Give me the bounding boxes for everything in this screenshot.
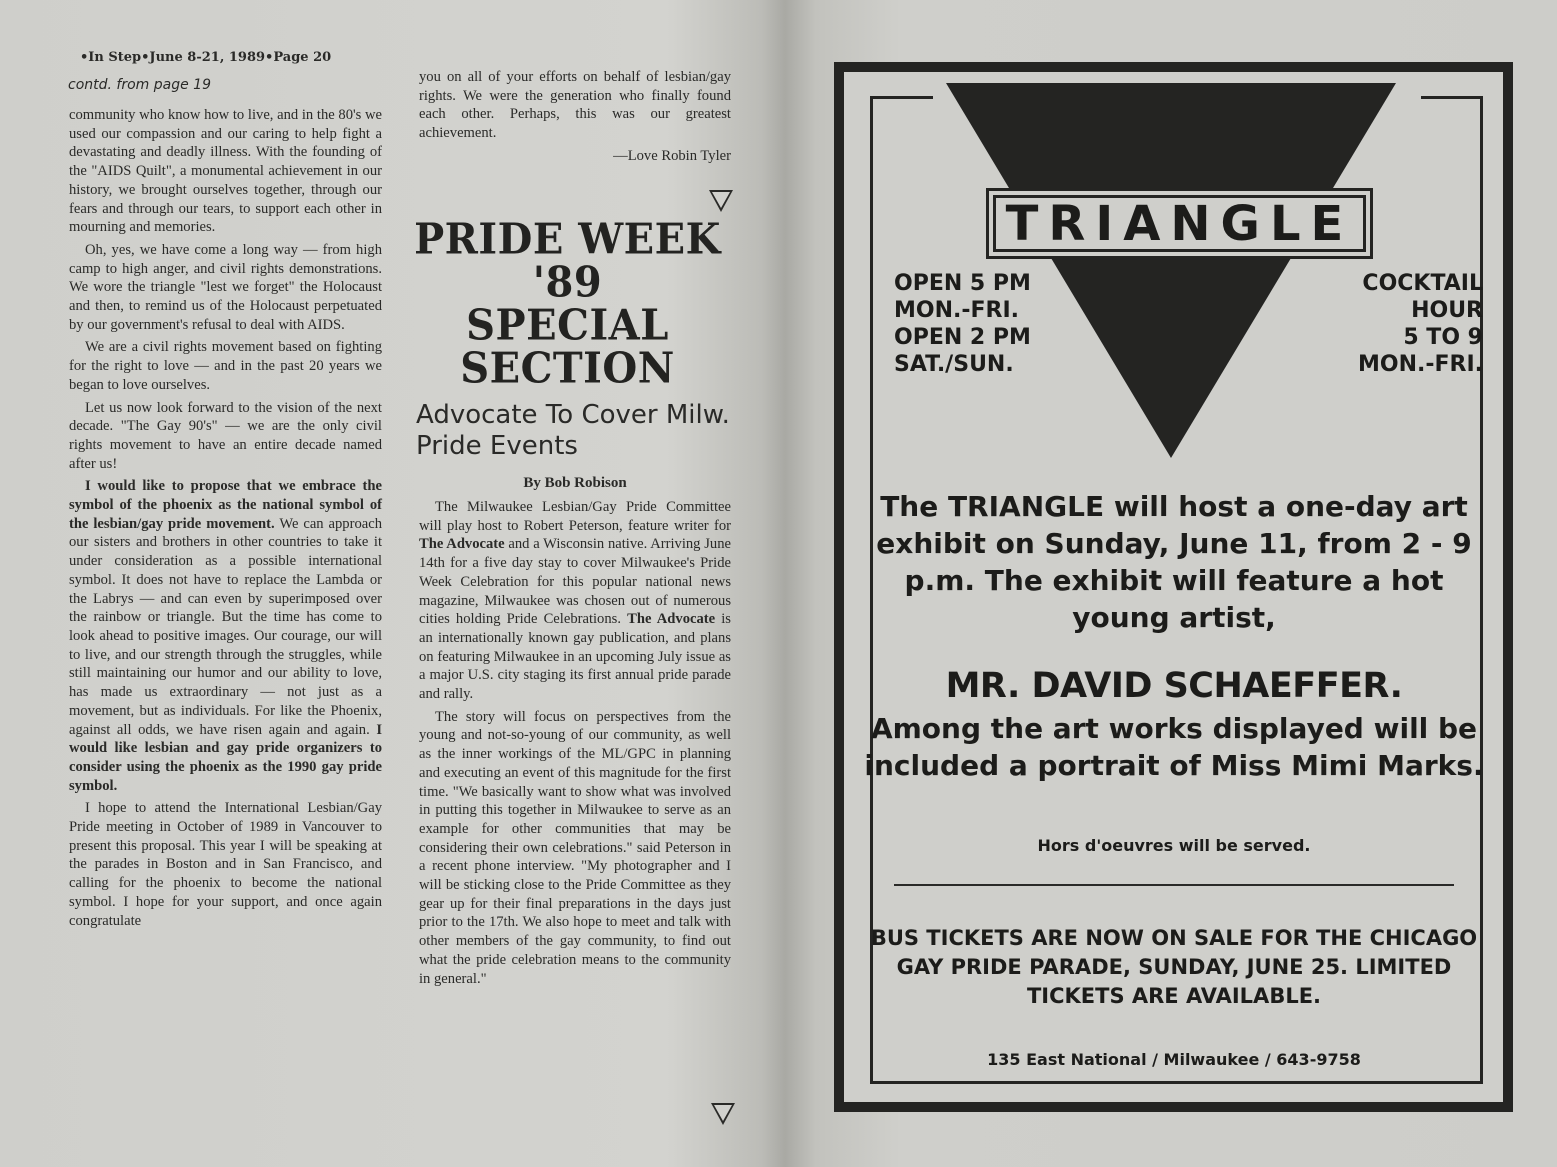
text: We are a civil rights movement based on fighting for the right to love — and in the past 20 years we began to love ourselves. [69,339,382,393]
byline: By Bob Robison [523,475,627,491]
article-paragraph [419,498,731,704]
hors-doeuvres-note: Hors d'oeuvres will be served. [1037,836,1311,855]
pride-title-line: SECTION [460,343,675,394]
article-paragraph [69,338,382,394]
bus-tickets-note: BUS TICKETS ARE NOW ON SALE FOR THE CHICAGO GAY PRIDE PARADE, SUNDAY, JUNE 25. LIMITED TICKETS ARE AVAILABLE. [870,926,1478,1008]
hours-right [1358,270,1483,378]
article-subhead: Advocate To Cover Milw. Pride Events [416,400,730,461]
ad-divider [894,884,1454,886]
pride-week-title [405,214,730,394]
hours-line: SAT./SUN. [894,352,1014,377]
hours-line: MON.-FRI. [894,298,1020,323]
triangle-end-mark-icon [709,190,733,212]
artist-name: MR. DAVID SCHAEFFER. [945,666,1403,706]
article-column-1 [69,106,382,934]
article-paragraph [69,106,382,237]
article-paragraph [69,241,382,335]
text: Let us now look forward to the vision of the next decade. "The Gay 90's" — we are the only civil rights movement to have an entire decade named after us! [69,399,382,472]
text: and a Wisconsin native. Arriving June 14th for a five day stay to cover Milwaukee's Pride Week Celebration for this popular national news magazine, Milwaukee was chosen out of numerous cities holding Pride Celebrations. [419,536,731,628]
text: Oh, yes, we have come a long way — from high camp to high anger, and civil rights demonstrations. We wore the triangle "lest we forget" the Holocaust and then, to remind us of the Holocaust perpetuated by our government's refusal to deal with AIDS. [69,241,382,333]
pride-title-line: SPECIAL [466,300,669,351]
triangle-end-mark-icon [711,1103,735,1125]
article-paragraph [419,708,731,989]
bold-text: The Advocate [419,536,505,553]
bold-text: The Advocate [627,611,716,628]
text: We can approach our sisters and brothers in other countries to take it under consideration as a possible international symbol. It does not have to replace the Lambda or the Labrys — and can even by superimposed over the rainbow or triangle. But the time has come to look ahead to positive images. Our courage, our will to live, and our strength through the struggles, while still maintaining our humor and our ability to love, has made us extraordinary — not just as a movement, but as individuals. For like the Phoenix, against all odds, we have risen again and again. [69,515,382,738]
article-paragraph [69,399,382,474]
hours-line: OPEN 5 PM [894,271,1031,296]
pride-title-line: PRIDE WEEK [414,214,721,265]
article-column-2-bottom [419,498,731,992]
triangle-bar-ad [834,62,1513,1112]
pride-title-line: '89 [532,257,603,308]
signoff: —Love Robin Tyler [613,147,731,164]
hours-line: 5 TO 9 [1403,325,1483,350]
hours-line: OPEN 2 PM [894,325,1031,350]
page-header: •In Step•June 8-21, 1989•Page 20 [80,50,332,65]
ad-inner-panel [844,72,1503,1102]
text: The story will focus on perspectives from the young and not-so-young of our community, as well as the inner workings of the ML/GPC in planning and executing an event of this magnitude for the first time. "We basically want to show what was involved in putting this together in Milwaukee to serve as an example for other communities that may be considering their own celebrations." said Peterson in a recent phone interview. "My photographer and I will be sticking close to the Pride Committee as they gear up for their final preparations in the days just prior to the 17th. We also hope to meet and talk with other members of the gay community, to find out what the pride celebration means to the community in general." [419,708,731,987]
column2-top-text: you on all of your efforts on behalf of lesbian/gay rights. We were the generation who finally found each other. Perhaps, this was our greatest achievement. [419,69,731,142]
art-works-note: Among the art works displayed will be included a portrait of Miss Mimi Marks. [864,712,1484,782]
exhibit-announcement: The TRIANGLE will host a one-day art exhibit on Sunday, June 11, from 2 - 9 p.m. The exhibit will feature a hot young artist, [876,490,1472,634]
bold-text: I would like lesbian and gay pride organizers to consider using the phoenix as the 1990 gay pride symbol. [69,721,382,794]
article-column-2-top [419,68,731,170]
article-paragraph [69,799,382,930]
hours-line: COCKTAIL [1362,271,1483,296]
triangle-logo-text: TRIANGLE [993,195,1366,252]
continued-note: contd. from page 19 [68,77,211,93]
text: is an internationally known gay publication, and plans on featuring Milwaukee in an upcoming July issue as a major U.S. city staging its first annual pride parade and rally. [419,611,731,703]
text: community who know how to live, and in the 80's we used our compassion and our caring to help fight a devastating and deadly illness. With the founding of the "AIDS Quilt", a monumental achievement in our history, we brought ourselves together, through our fears and through our tears, to support each other in mourning and memories. [69,107,382,236]
ad-address: 135 East National / Milwaukee / 643-9758 [987,1050,1361,1069]
hours-line: MON.-FRI. [1357,352,1483,377]
hours-line: HOUR [1411,298,1483,323]
bold-text: I would like to propose that we embrace the symbol of the phoenix as the national symbol of the lesbian/gay pride movement. [69,478,382,532]
text: The Milwaukee Lesbian/Gay Pride Committee will play host to Robert Peterson, feature writer for [419,499,731,534]
text: I hope to attend the International Lesbian/Gay Pride meeting in October of 1989 in Vancouver to present this proposal. This year I will be speaking at the parades in Boston and in San Francisco, and calling for the phoenix to become the national symbol. I hope for your support, and once again congratulate [69,800,382,929]
triangle-logo-box [986,188,1373,259]
article-paragraph [69,477,382,795]
hours-left [894,270,1031,378]
